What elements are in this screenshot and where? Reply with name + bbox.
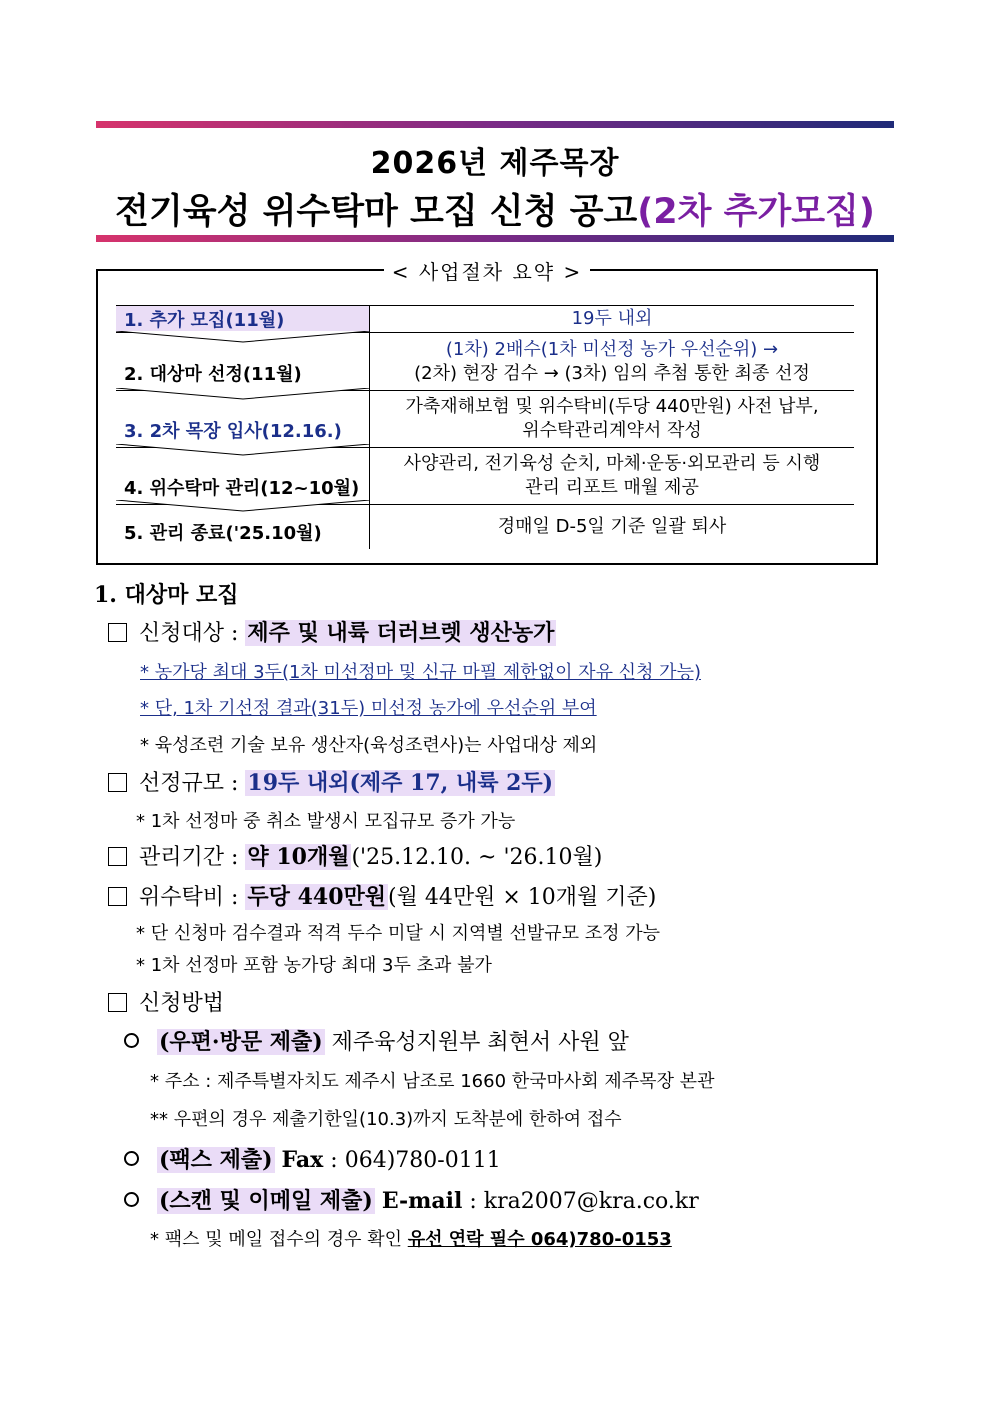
checkbox-icon: [108, 623, 127, 642]
title-accent: (2차 추가모집): [637, 192, 875, 232]
target-note-2: * 단, 1차 기선정 결과(31두) 미선정 농가에 우선순위 부여: [140, 698, 597, 719]
step-label: 4. 위수탁마 관리(12~10월): [116, 448, 370, 504]
target-note-1: * 농가당 최대 3두(1차 미선정마 및 신규 마필 제한없이 자유 신청 가능): [140, 662, 701, 683]
scale-value: 19두 내외(제주 17, 내륙 2두): [247, 770, 554, 796]
method-mail: (우편·방문 제출) 제주육성지원부 최현서 사원 앞: [124, 1025, 629, 1056]
period-value: 약 10개월: [247, 844, 350, 870]
mail-note-deadline: ** 우편의 경우 제출기한일(10.3)까지 도착분에 한하여 접수: [150, 1109, 622, 1130]
bullet-circle-icon: [124, 1151, 139, 1166]
title-main: 전기육성 위수탁마 모집 신청 공고: [115, 192, 638, 232]
step-desc: 경매일 D-5일 기준 일괄 퇴사: [497, 516, 727, 537]
summary-title: < 사업절차 요약 >: [98, 256, 876, 285]
target-note-3: * 육성조련 기술 보유 생산자(육성조련사)는 사업대상 제외: [140, 735, 598, 756]
title-top-bar: [96, 121, 894, 128]
step-row-1: [116, 305, 854, 332]
fee-line: 위수탁비 : 두당 440만원(월 44만원 × 10개월 기준): [108, 880, 656, 911]
fee-value: 두당 440만원: [247, 884, 387, 910]
target-line: 신청대상 : 제주 및 내륙 더러브렛 생산농가: [108, 616, 556, 647]
step-label: 3. 2차 목장 입사(12.16.): [116, 391, 370, 447]
method-line: 신청방법: [108, 986, 224, 1017]
period-line: 관리기간 : 약 10개월('25.12.10. ~ '26.10월): [108, 840, 602, 871]
phone-contact: 유선 연락 필수 064)780-0153: [407, 1229, 672, 1250]
bullet-circle-icon: [124, 1033, 139, 1048]
step-desc: 19두 내외: [571, 308, 653, 329]
step-desc: 가축재해보험 및 위수탁비(두당 440만원) 사전 납부, 위수탁관리계약서 작성: [405, 396, 819, 441]
step-label: 5. 관리 종료('25.10월): [116, 505, 370, 549]
page-title-line2: [96, 184, 894, 234]
step-row-4: [116, 447, 854, 504]
checkbox-icon: [108, 847, 127, 866]
steps-table: [116, 305, 854, 549]
checkbox-icon: [108, 993, 127, 1012]
step-row-3: [116, 390, 854, 447]
bullet-circle-icon: [124, 1192, 139, 1207]
final-note: * 팩스 및 메일 접수의 경우 확인 유선 연락 필수 064)780-0153: [150, 1229, 672, 1250]
step-label: 1. 추가 모집(11월): [116, 306, 370, 332]
summary-box: [96, 260, 878, 565]
method-fax: (팩스 제출) Fax : 064)780-0111: [124, 1143, 501, 1174]
scale-line: 선정규모 : 19두 내외(제주 17, 내륙 2두): [108, 766, 555, 797]
page-title-line1: 2026년 제주목장: [370, 146, 620, 181]
target-value: 제주 및 내륙 더러브렛 생산농가: [247, 620, 555, 646]
step-label: 2. 대상마 선정(11월): [116, 333, 370, 390]
step-row-5: [116, 504, 854, 549]
fee-note-2: * 1차 선정마 포함 농가당 최대 3두 초과 불가: [136, 955, 492, 976]
mail-note-address: * 주소 : 제주특별자치도 제주시 남조로 1660 한국마사회 제주목장 본관: [150, 1071, 715, 1092]
checkbox-icon: [108, 773, 127, 792]
fee-note-1: * 단 신청마 검수결과 적격 두수 미달 시 지역별 선발규모 조정 가능: [136, 923, 661, 944]
section-title: 1. 대상마 모집: [94, 582, 239, 608]
checkbox-icon: [108, 887, 127, 906]
scale-note: * 1차 선정마 중 취소 발생시 모집규모 증가 가능: [136, 811, 516, 832]
step-desc: (1차) 2배수(1차 미선정 농가 우선순위) → (2차) 현장 검수 → (3차) 임의 추첨 통한 최종 선정: [414, 338, 810, 384]
title-bottom-bar: [96, 235, 894, 242]
method-email: (스캔 및 이메일 제출) E-mail : kra2007@kra.co.kr: [124, 1184, 699, 1215]
step-desc: 사양관리, 전기육성 순치, 마체·운동·외모관리 등 시행 관리 리포트 매월 제공: [403, 453, 821, 498]
email-address: : kra2007@kra.co.kr: [469, 1189, 699, 1214]
step-row-2: [116, 332, 854, 390]
